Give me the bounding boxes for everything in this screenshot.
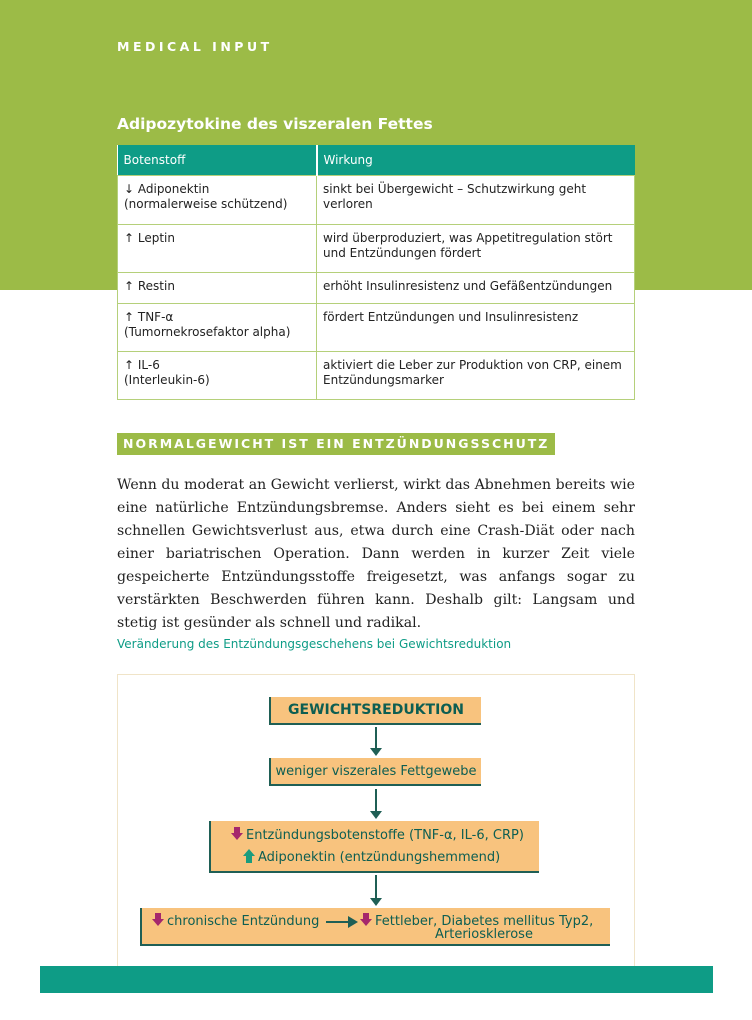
- node-text: Adiponektin (entzündungshemmend): [258, 850, 501, 865]
- node-line: [231, 847, 539, 869]
- substance-cell: [118, 225, 317, 273]
- column-header-wirkung: Wirkung: [317, 145, 635, 176]
- substance-name: ↑ TNF-α: [124, 310, 174, 324]
- substance-name: ↑ Restin: [124, 279, 175, 293]
- body-paragraph: Wenn du moderat an Gewicht verlierst, wirkt das Abnehmen bereits wie eine natürliche Entzündungsbremse. Anders sieht es bei einem sehr schnellen Gewichtsverlust aus, etwa durch eine Crash-Diät oder nach einer bariatrischen Operation. Dann werden in kurzer Zeit viele gespeicherte Entzündungsstoffe freigesetzt, was anfangs sogar zu verstärkten Beschwerden führen kann. Deshalb gilt: Langsam und stetig ist gesünder als schnell und radikal.: [117, 477, 635, 631]
- table-row: [118, 352, 635, 400]
- arrow-right-icon: [326, 915, 358, 929]
- substance-name: ↓ Adiponektin: [124, 182, 210, 196]
- substance-note: (Interleukin-6): [124, 373, 210, 387]
- table-row: [118, 225, 635, 273]
- node-line: [231, 825, 539, 847]
- substance-cell: [118, 304, 317, 352]
- effect-cell: erhöht Insulinresistenz und Gefäßentzündungen: [317, 273, 635, 304]
- effect-cell: aktiviert die Leber zur Produktion von CRP, einem Entzündungsmarker: [317, 352, 635, 400]
- node-text: Entzündungsbotenstoffe (TNF-α, IL-6, CRP): [246, 828, 524, 843]
- arrow-down-icon: [370, 727, 382, 756]
- node-text: Arteriosklerose: [435, 927, 533, 942]
- diagram-caption: Veränderung des Entzündungsgeschehens bei Gewichtsreduktion: [117, 637, 512, 651]
- node-text: Fettleber, Diabetes mellitus Typ2,: [375, 914, 594, 929]
- decrease-arrow-icon: [152, 913, 164, 927]
- table-row: [118, 304, 635, 352]
- substance-note: (normalerweise schützend): [124, 197, 288, 211]
- node-viszerales-fett: weniger viszerales Fettgewebe: [269, 758, 481, 786]
- table-row: [118, 176, 635, 225]
- increase-arrow-icon: [243, 849, 255, 863]
- node-text: chronische Entzündung: [167, 914, 320, 929]
- effect-cell: wird überproduziert, was Appetitregulation stört und Entzündungen fördert: [317, 225, 635, 273]
- arrow-down-icon: [370, 789, 382, 819]
- substance-name: ↑ Leptin: [124, 231, 175, 245]
- table-header-row: [118, 145, 635, 176]
- arrow-down-icon: [370, 875, 382, 906]
- effect-cell: sinkt bei Übergewicht – Schutzwirkung geht verloren: [317, 176, 635, 225]
- substance-cell: [118, 273, 317, 304]
- substance-note: (Tumornekrosefaktor alpha): [124, 325, 291, 339]
- substance-name: ↑ IL-6: [124, 358, 160, 372]
- node-left: [152, 913, 319, 929]
- effect-cell: fördert Entzündungen und Insulinresistenz: [317, 304, 635, 352]
- adipozytokine-table: [117, 145, 635, 400]
- table-title: Adipozytokine des viszeralen Fettes: [117, 115, 433, 133]
- node-botenstoffe: [209, 821, 539, 873]
- substance-cell: [118, 352, 317, 400]
- node-gewichtsreduktion: GEWICHTSREDUKTION: [269, 697, 481, 725]
- section-heading: NORMALGEWICHT IST EIN ENTZÜNDUNGSSCHUTZ: [117, 433, 555, 455]
- node-folgen: [140, 908, 610, 946]
- column-header-botenstoff: Botenstoff: [118, 145, 317, 176]
- footer-bar: [40, 966, 713, 993]
- section-label: MEDICAL INPUT: [117, 39, 273, 54]
- table-row: [118, 273, 635, 304]
- decrease-arrow-icon: [360, 913, 372, 927]
- decrease-arrow-icon: [231, 827, 243, 841]
- substance-cell: [118, 176, 317, 225]
